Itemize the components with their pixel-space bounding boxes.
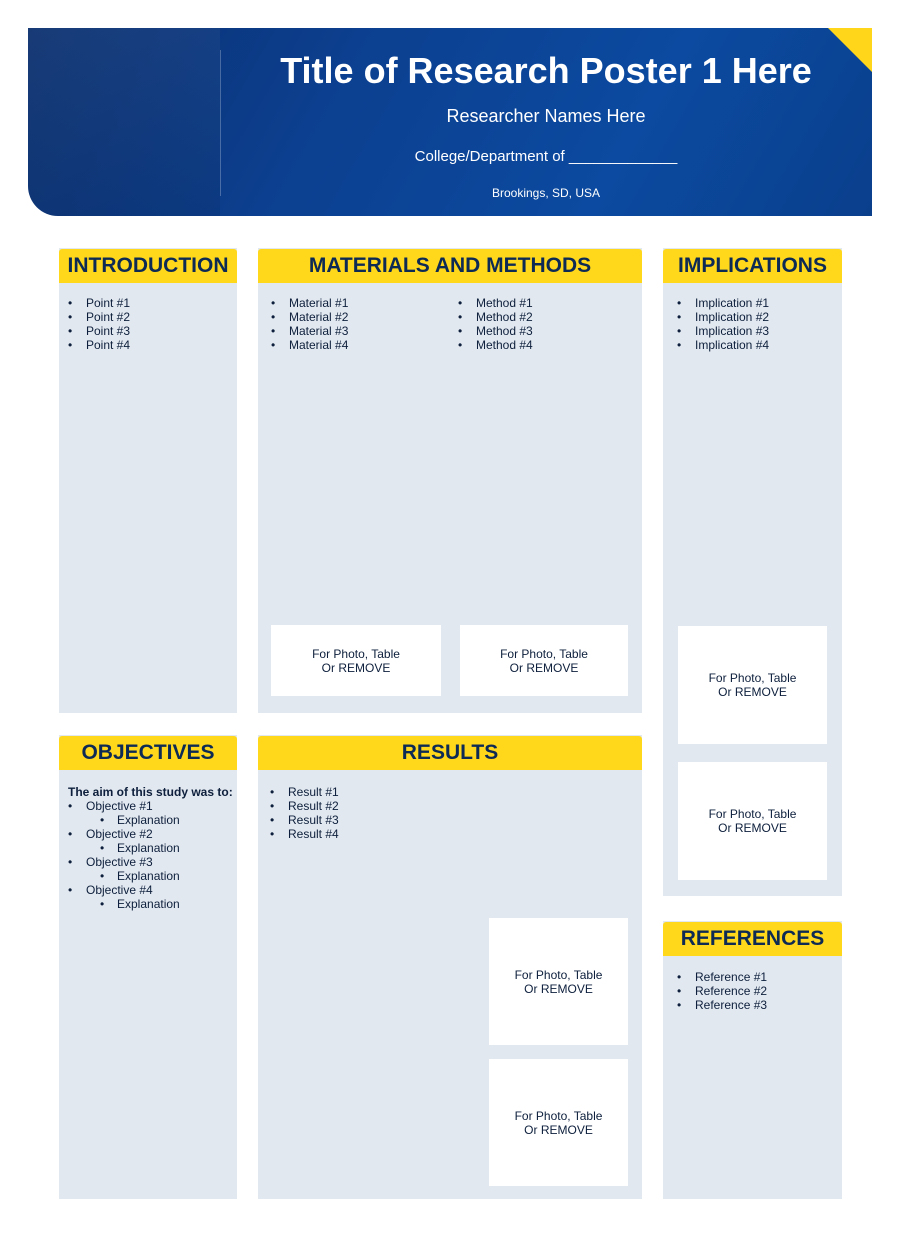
list-item: • Result #1 [270, 785, 339, 799]
methods-heading: MATERIALS AND METHODS [258, 249, 642, 283]
objectives-list [68, 785, 233, 911]
list-item: • Implication #3 [677, 324, 769, 338]
photo-placeholder [678, 626, 827, 744]
list-subitem: • Explanation [68, 897, 233, 911]
placeholder-line2: Or REMOVE [524, 981, 593, 996]
introduction-list [68, 296, 130, 352]
references-heading: REFERENCES [663, 922, 842, 956]
list-item: • Method #1 [458, 296, 533, 310]
list-item: • Method #3 [458, 324, 533, 338]
list-item: • Method #4 [458, 338, 533, 352]
list-item: • Result #3 [270, 813, 339, 827]
list-item: • Point #2 [68, 310, 130, 324]
list-subitem: • Explanation [68, 841, 233, 855]
placeholder-line2: Or REMOVE [718, 685, 787, 699]
list-item: • Implication #2 [677, 310, 769, 324]
placeholder-line1: For Photo, Table [514, 967, 603, 982]
placeholder-line1: For Photo, Table [514, 1108, 603, 1123]
header-banner [28, 28, 872, 216]
photo-placeholder [271, 625, 441, 696]
introduction-heading: INTRODUCTION [59, 249, 237, 283]
list-item: • Reference #3 [677, 998, 767, 1012]
list-subitem: • Explanation [68, 869, 233, 883]
location: Brookings, SD, USA [491, 186, 601, 200]
placeholder-line2: Or REMOVE [321, 660, 391, 675]
implications-heading: IMPLICATIONS [663, 249, 842, 283]
list-item: • Implication #4 [677, 338, 769, 352]
results-list [270, 785, 339, 841]
list-item: • Objective #2 [68, 827, 233, 841]
list-item: • Reference #1 [677, 970, 767, 984]
list-item: • Point #3 [68, 324, 130, 338]
poster-title: Title of Research Poster 1 Here [280, 50, 812, 91]
list-item: • Objective #1 [68, 799, 233, 813]
list-item: • Material #2 [271, 310, 348, 324]
list-item: • Reference #2 [677, 984, 767, 998]
college-department: College/Department of _____________ [414, 148, 678, 165]
list-item: • Result #4 [270, 827, 339, 841]
placeholder-line1: For Photo, Table [708, 807, 797, 821]
photo-placeholder [489, 1059, 628, 1186]
placeholder-line2: Or REMOVE [509, 660, 579, 675]
researcher-names: Researcher Names Here [446, 106, 646, 126]
objectives-lead: The aim of this study was to: [68, 785, 233, 799]
photo-placeholder [460, 625, 628, 696]
list-item: • Material #4 [271, 338, 348, 352]
implications-list [677, 296, 769, 352]
materials-list [271, 296, 348, 352]
list-item: • Objective #3 [68, 855, 233, 869]
list-item: • Point #4 [68, 338, 130, 352]
list-subitem: • Explanation [68, 813, 233, 827]
placeholder-line2: Or REMOVE [524, 1122, 593, 1137]
references-list [677, 970, 767, 1012]
placeholder-line2: Or REMOVE [718, 821, 787, 835]
methods-list [458, 296, 533, 352]
list-item: • Material #1 [271, 296, 348, 310]
references-panel [663, 921, 842, 1199]
placeholder-line1: For Photo, Table [312, 646, 400, 661]
list-item: • Point #1 [68, 296, 130, 310]
objectives-heading: OBJECTIVES [59, 736, 237, 770]
list-item: • Implication #1 [677, 296, 769, 310]
photo-placeholder [489, 918, 628, 1045]
results-heading: RESULTS [258, 736, 642, 770]
list-item: • Material #3 [271, 324, 348, 338]
placeholder-line1: For Photo, Table [708, 671, 797, 685]
list-item: • Objective #4 [68, 883, 233, 897]
placeholder-line1: For Photo, Table [500, 646, 588, 661]
photo-placeholder [678, 762, 827, 880]
list-item: • Method #2 [458, 310, 533, 324]
list-item: • Result #2 [270, 799, 339, 813]
banner-logo-area [28, 28, 220, 216]
